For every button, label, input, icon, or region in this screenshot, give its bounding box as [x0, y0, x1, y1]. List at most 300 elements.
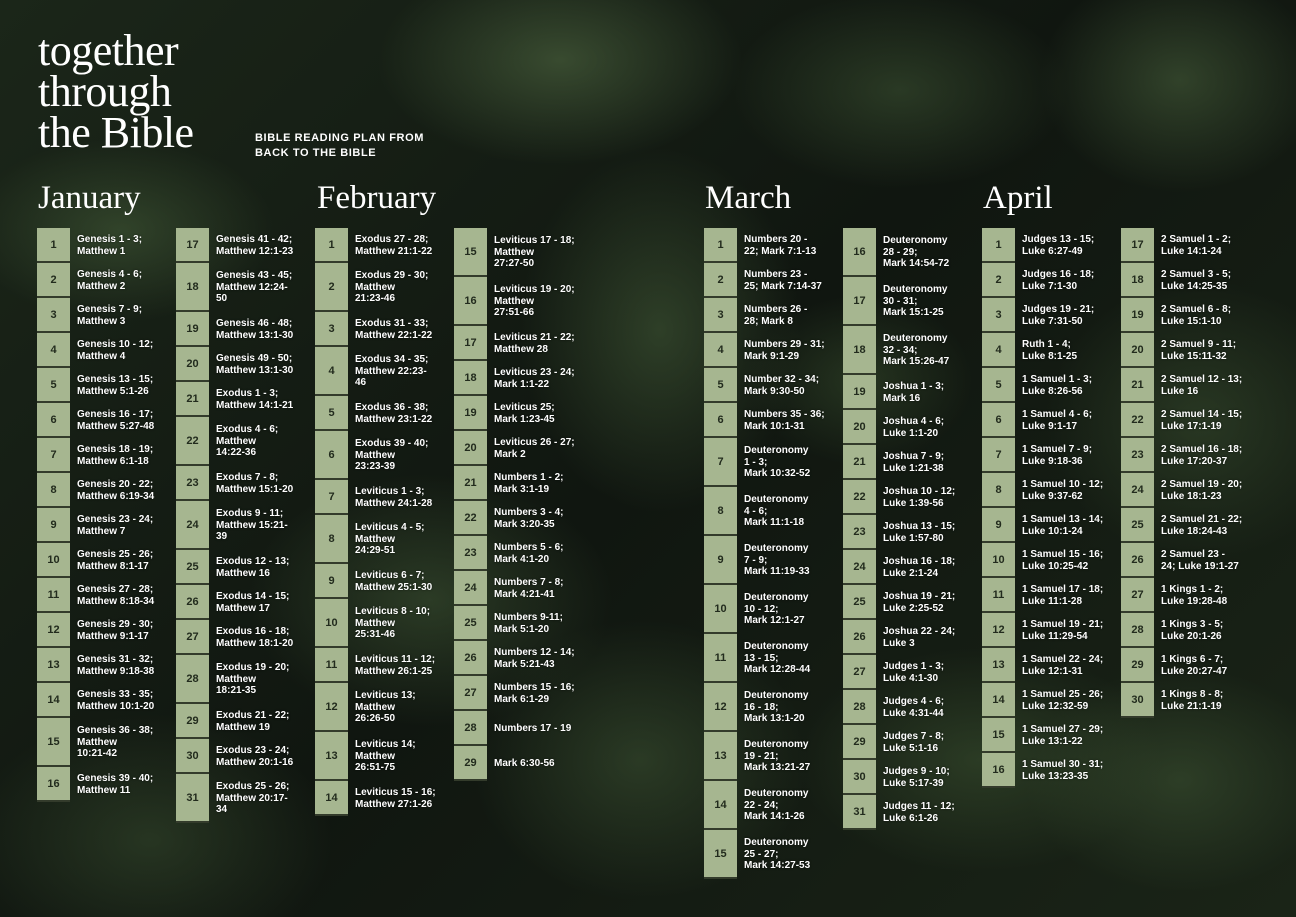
reading-text: Numbers 7 - 8; Mark 4:21-41: [494, 577, 564, 600]
day-number: 22: [176, 417, 209, 466]
day-number: 24: [176, 501, 209, 550]
day-number: 12: [37, 613, 70, 648]
day-number: 16: [454, 277, 487, 326]
reading-text: 1 Samuel 25 - 26; Luke 12:32-59: [1022, 689, 1104, 712]
reading-text: Exodus 19 - 20; Matthew 18:21-35: [216, 662, 290, 697]
reading-text: Genesis 43 - 45; Matthew 12:24- 50: [216, 270, 293, 305]
day-number: 10: [982, 543, 1015, 578]
reading-row: [176, 585, 302, 620]
reading-row: [982, 333, 1108, 368]
day-number: 14: [704, 781, 737, 830]
day-number: 28: [454, 711, 487, 746]
reading-text: Genesis 1 - 3; Matthew 1: [77, 234, 143, 257]
day-number: 31: [843, 795, 876, 830]
day-number: 26: [1121, 543, 1154, 578]
day-number: 3: [315, 312, 348, 347]
day-column: [454, 228, 580, 781]
day-column: [315, 228, 441, 816]
day-number: 9: [704, 536, 737, 585]
day-number: 16: [982, 753, 1015, 788]
reading-row: [704, 487, 830, 536]
reading-row: [1121, 543, 1247, 578]
reading-text: Numbers 35 - 36; Mark 10:1-31: [744, 409, 825, 432]
reading-row: [37, 508, 163, 543]
reading-row: [843, 795, 969, 830]
day-number: 2: [37, 263, 70, 298]
reading-text: Genesis 20 - 22; Matthew 6:19-34: [77, 479, 155, 502]
reading-text: Exodus 27 - 28; Matthew 21:1-22: [355, 234, 433, 257]
day-number: 5: [704, 368, 737, 403]
day-number: 22: [843, 480, 876, 515]
reading-row: [176, 501, 302, 550]
reading-text: 1 Samuel 4 - 6; Luke 9:1-17: [1022, 409, 1093, 432]
reading-row: [982, 508, 1108, 543]
reading-row: [1121, 263, 1247, 298]
reading-row: [37, 683, 163, 718]
day-number: 20: [176, 347, 209, 382]
reading-row: [454, 466, 580, 501]
reading-text: 1 Kings 1 - 2; Luke 19:28-48: [1161, 584, 1228, 607]
day-column: [843, 228, 969, 830]
reading-text: Leviticus 8 - 10; Matthew 25:31-46: [355, 606, 431, 641]
reading-row: [37, 263, 163, 298]
day-number: 25: [454, 606, 487, 641]
reading-text: Joshua 1 - 3; Mark 16: [883, 381, 945, 404]
reading-row: [704, 438, 830, 487]
reading-row: [843, 515, 969, 550]
reading-text: Exodus 12 - 13; Matthew 16: [216, 556, 290, 579]
reading-text: Leviticus 17 - 18; Matthew 27:27-50: [494, 235, 575, 270]
day-number: 26: [843, 620, 876, 655]
day-number: 14: [315, 781, 348, 816]
day-number: 28: [843, 690, 876, 725]
day-number: 1: [37, 228, 70, 263]
day-number: 25: [176, 550, 209, 585]
reading-row: [454, 326, 580, 361]
reading-text: Exodus 29 - 30; Matthew 21:23-46: [355, 270, 429, 305]
reading-row: [37, 228, 163, 263]
reading-text: Numbers 12 - 14; Mark 5:21-43: [494, 647, 575, 670]
day-number: 29: [843, 725, 876, 760]
reading-row: [454, 431, 580, 466]
reading-text: Joshua 22 - 24; Luke 3: [883, 626, 956, 649]
reading-text: 1 Samuel 13 - 14; Luke 10:1-24: [1022, 514, 1104, 537]
reading-row: [843, 760, 969, 795]
day-number: 5: [982, 368, 1015, 403]
day-number: 29: [176, 704, 209, 739]
day-number: 1: [315, 228, 348, 263]
reading-text: Joshua 4 - 6; Luke 1:1-20: [883, 416, 945, 439]
reading-row: [843, 655, 969, 690]
reading-text: 1 Samuel 15 - 16; Luke 10:25-42: [1022, 549, 1104, 572]
reading-text: Exodus 34 - 35; Matthew 22:23- 46: [355, 354, 429, 389]
day-number: 11: [315, 648, 348, 683]
reading-text: Numbers 29 - 31; Mark 9:1-29: [744, 339, 825, 362]
reading-row: [315, 228, 441, 263]
reading-row: [176, 466, 302, 501]
day-number: 3: [37, 298, 70, 333]
day-number: 17: [176, 228, 209, 263]
day-number: 15: [454, 228, 487, 277]
day-number: 21: [1121, 368, 1154, 403]
reading-row: [176, 312, 302, 347]
reading-row: [37, 333, 163, 368]
reading-row: [1121, 473, 1247, 508]
reading-text: Genesis 31 - 32; Matthew 9:18-38: [77, 654, 155, 677]
reading-row: [37, 578, 163, 613]
reading-row: [704, 403, 830, 438]
reading-row: [982, 228, 1108, 263]
day-number: 17: [1121, 228, 1154, 263]
reading-row: [315, 599, 441, 648]
reading-row: [982, 298, 1108, 333]
reading-row: [315, 396, 441, 431]
reading-row: [176, 382, 302, 417]
day-number: 23: [176, 466, 209, 501]
reading-text: Joshua 16 - 18; Luke 2:1-24: [883, 556, 956, 579]
reading-text: Joshua 13 - 15; Luke 1:57-80: [883, 521, 956, 544]
day-number: 28: [1121, 613, 1154, 648]
reading-text: Mark 6:30-56: [494, 757, 555, 769]
reading-text: Exodus 39 - 40; Matthew 23:23-39: [355, 438, 429, 473]
reading-row: [1121, 298, 1247, 333]
day-column: [982, 228, 1108, 788]
reading-row: [982, 368, 1108, 403]
reading-text: Numbers 1 - 2; Mark 3:1-19: [494, 472, 564, 495]
month-title-april: April: [983, 180, 1053, 216]
reading-row: [1121, 333, 1247, 368]
day-column: [176, 228, 302, 823]
reading-row: [704, 634, 830, 683]
day-number: 1: [982, 228, 1015, 263]
day-number: 2: [315, 263, 348, 312]
day-number: 3: [982, 298, 1015, 333]
reading-row: [176, 774, 302, 823]
reading-text: Judges 16 - 18; Luke 7:1-30: [1022, 269, 1095, 292]
reading-text: 1 Samuel 17 - 18; Luke 11:1-28: [1022, 584, 1104, 607]
reading-row: [1121, 508, 1247, 543]
reading-row: [176, 620, 302, 655]
reading-row: [454, 501, 580, 536]
reading-text: Numbers 3 - 4; Mark 3:20-35: [494, 507, 564, 530]
reading-row: [843, 445, 969, 480]
reading-row: [843, 277, 969, 326]
reading-row: [454, 746, 580, 781]
reading-text: Exodus 9 - 11; Matthew 15:21- 39: [216, 508, 288, 543]
day-number: 24: [1121, 473, 1154, 508]
reading-row: [1121, 368, 1247, 403]
reading-text: 2 Samuel 14 - 15; Luke 17:1-19: [1161, 409, 1243, 432]
subtitle-line: BACK TO THE BIBLE: [255, 147, 377, 159]
reading-text: 2 Samuel 21 - 22; Luke 18:24-43: [1161, 514, 1243, 537]
reading-row: [37, 403, 163, 438]
reading-text: Leviticus 15 - 16; Matthew 27:1-26: [355, 787, 436, 810]
reading-row: [37, 543, 163, 578]
day-number: 14: [982, 683, 1015, 718]
reading-text: Deuteronomy 22 - 24; Mark 14:1-26: [744, 788, 809, 823]
reading-text: 1 Samuel 30 - 31; Luke 13:23-35: [1022, 759, 1104, 782]
reading-text: 1 Kings 8 - 8; Luke 21:1-19: [1161, 689, 1224, 712]
day-number: 13: [315, 732, 348, 781]
reading-text: Deuteronomy 19 - 21; Mark 13:21-27: [744, 739, 811, 774]
reading-row: [843, 550, 969, 585]
reading-row: [843, 480, 969, 515]
day-number: 11: [982, 578, 1015, 613]
day-number: 30: [176, 739, 209, 774]
day-number: 7: [982, 438, 1015, 473]
reading-row: [176, 655, 302, 704]
day-number: 22: [454, 501, 487, 536]
reading-row: [176, 417, 302, 466]
day-number: 8: [315, 515, 348, 564]
reading-row: [176, 228, 302, 263]
reading-text: Deuteronomy 32 - 34; Mark 15:26-47: [883, 333, 950, 368]
day-number: 9: [982, 508, 1015, 543]
reading-text: 2 Samuel 6 - 8; Luke 15:1-10: [1161, 304, 1232, 327]
day-number: 14: [37, 683, 70, 718]
day-number: 10: [315, 599, 348, 648]
reading-row: [37, 368, 163, 403]
reading-text: Deuteronomy 4 - 6; Mark 11:1-18: [744, 494, 809, 529]
reading-row: [704, 683, 830, 732]
reading-text: Deuteronomy 1 - 3; Mark 10:32-52: [744, 445, 811, 480]
reading-row: [454, 641, 580, 676]
reading-text: Numbers 17 - 19: [494, 722, 572, 734]
day-number: 12: [982, 613, 1015, 648]
reading-text: Leviticus 23 - 24; Mark 1:1-22: [494, 367, 575, 390]
day-number: 8: [704, 487, 737, 536]
reading-row: [982, 683, 1108, 718]
day-number: 8: [37, 473, 70, 508]
reading-row: [454, 606, 580, 641]
reading-text: Judges 11 - 12; Luke 6:1-26: [883, 801, 955, 824]
day-number: 25: [1121, 508, 1154, 543]
reading-text: Leviticus 25; Mark 1:23-45: [494, 402, 555, 425]
reading-row: [843, 375, 969, 410]
day-number: 6: [704, 403, 737, 438]
reading-row: [176, 347, 302, 382]
reading-row: [315, 480, 441, 515]
reading-text: Genesis 10 - 12; Matthew 4: [77, 339, 154, 362]
reading-text: Deuteronomy 7 - 9; Mark 11:19-33: [744, 543, 810, 578]
reading-text: Genesis 29 - 30; Matthew 9:1-17: [77, 619, 154, 642]
reading-text: Judges 9 - 10; Luke 5:17-39: [883, 766, 950, 789]
reading-text: 1 Kings 6 - 7; Luke 20:27-47: [1161, 654, 1228, 677]
reading-row: [37, 767, 163, 802]
reading-row: [37, 298, 163, 333]
day-number: 6: [37, 403, 70, 438]
reading-text: 1 Kings 3 - 5; Luke 20:1-26: [1161, 619, 1224, 642]
day-number: 8: [982, 473, 1015, 508]
subtitle-line: BIBLE READING PLAN FROM: [255, 132, 425, 144]
day-number: 17: [454, 326, 487, 361]
reading-text: Genesis 7 - 9; Matthew 3: [77, 304, 143, 327]
reading-row: [176, 550, 302, 585]
day-number: 25: [843, 585, 876, 620]
day-column: [1121, 228, 1247, 718]
day-number: 19: [1121, 298, 1154, 333]
day-number: 3: [704, 298, 737, 333]
reading-row: [1121, 578, 1247, 613]
logo-line: through: [38, 67, 172, 116]
reading-row: [704, 228, 830, 263]
reading-text: 1 Samuel 10 - 12; Luke 9:37-62: [1022, 479, 1104, 502]
reading-row: [982, 263, 1108, 298]
day-number: 26: [454, 641, 487, 676]
day-number: 21: [843, 445, 876, 480]
day-number: 27: [1121, 578, 1154, 613]
day-number: 21: [454, 466, 487, 501]
subtitle: [255, 131, 424, 161]
reading-text: Exodus 31 - 33; Matthew 22:1-22: [355, 318, 433, 341]
day-number: 24: [843, 550, 876, 585]
reading-text: Numbers 9-11; Mark 5:1-20: [494, 612, 563, 635]
day-column: [704, 228, 830, 879]
day-number: 17: [843, 277, 876, 326]
reading-row: [37, 438, 163, 473]
reading-row: [843, 410, 969, 445]
reading-text: Genesis 36 - 38; Matthew 10:21-42: [77, 725, 154, 760]
reading-row: [37, 648, 163, 683]
day-number: 18: [1121, 263, 1154, 298]
day-number: 4: [982, 333, 1015, 368]
day-number: 20: [843, 410, 876, 445]
day-number: 20: [454, 431, 487, 466]
reading-row: [315, 564, 441, 599]
reading-text: Exodus 4 - 6; Matthew 14:22-36: [216, 424, 279, 459]
reading-row: [37, 473, 163, 508]
reading-row: [704, 333, 830, 368]
day-number: 30: [843, 760, 876, 795]
reading-row: [982, 543, 1108, 578]
day-number: 1: [704, 228, 737, 263]
reading-row: [315, 732, 441, 781]
reading-text: Numbers 26 - 28; Mark 8: [744, 304, 808, 327]
day-number: 13: [37, 648, 70, 683]
reading-text: 2 Samuel 3 - 5; Luke 14:25-35: [1161, 269, 1232, 292]
day-number: 12: [704, 683, 737, 732]
day-number: 18: [454, 361, 487, 396]
reading-row: [704, 585, 830, 634]
reading-text: 1 Samuel 22 - 24; Luke 12:1-31: [1022, 654, 1104, 677]
reading-text: Leviticus 11 - 12; Matthew 26:1-25: [355, 654, 436, 677]
reading-text: 2 Samuel 23 - 24; Luke 19:1-27: [1161, 549, 1239, 572]
logo-line: together: [38, 26, 179, 75]
reading-row: [454, 571, 580, 606]
day-number: 11: [37, 578, 70, 613]
reading-text: Genesis 46 - 48; Matthew 13:1-30: [216, 318, 294, 341]
day-number: 9: [37, 508, 70, 543]
day-number: 31: [176, 774, 209, 823]
reading-text: Numbers 15 - 16; Mark 6:1-29: [494, 682, 575, 705]
reading-row: [454, 228, 580, 277]
day-number: 23: [843, 515, 876, 550]
reading-text: Genesis 39 - 40; Matthew 11: [77, 773, 154, 796]
day-number: 6: [315, 431, 348, 480]
reading-text: Judges 19 - 21; Luke 7:31-50: [1022, 304, 1095, 327]
day-number: 2: [704, 263, 737, 298]
day-number: 18: [176, 263, 209, 312]
day-number: 18: [843, 326, 876, 375]
reading-text: Leviticus 1 - 3; Matthew 24:1-28: [355, 486, 433, 509]
reading-row: [982, 753, 1108, 788]
reading-text: 2 Samuel 16 - 18; Luke 17:20-37: [1161, 444, 1243, 467]
day-number: 23: [1121, 438, 1154, 473]
reading-row: [843, 228, 969, 277]
month-title-february: February: [317, 180, 437, 216]
reading-text: Exodus 1 - 3; Matthew 14:1-21: [216, 388, 294, 411]
reading-text: Judges 13 - 15; Luke 6:27-49: [1022, 234, 1095, 257]
reading-row: [704, 298, 830, 333]
day-number: 2: [982, 263, 1015, 298]
reading-row: [454, 277, 580, 326]
reading-text: Joshua 19 - 21; Luke 2:25-52: [883, 591, 956, 614]
reading-text: Genesis 49 - 50; Matthew 13:1-30: [216, 353, 294, 376]
reading-row: [454, 676, 580, 711]
day-number: 15: [982, 718, 1015, 753]
reading-row: [982, 473, 1108, 508]
day-number: 28: [176, 655, 209, 704]
day-number: 19: [454, 396, 487, 431]
reading-row: [843, 326, 969, 375]
day-number: 15: [37, 718, 70, 767]
reading-row: [315, 347, 441, 396]
reading-text: Joshua 7 - 9; Luke 1:21-38: [883, 451, 945, 474]
reading-row: [315, 683, 441, 732]
reading-text: Numbers 23 - 25; Mark 7:14-37: [744, 269, 822, 292]
reading-text: Leviticus 13; Matthew 26:26-50: [355, 690, 416, 725]
reading-text: Exodus 7 - 8; Matthew 15:1-20: [216, 472, 294, 495]
reading-text: Ruth 1 - 4; Luke 8:1-25: [1022, 339, 1078, 362]
reading-row: [315, 648, 441, 683]
reading-text: Genesis 27 - 28; Matthew 8:18-34: [77, 584, 155, 607]
reading-row: [1121, 683, 1247, 718]
day-number: 10: [704, 585, 737, 634]
reading-text: Judges 4 - 6; Luke 4:31-44: [883, 696, 945, 719]
reading-text: Exodus 36 - 38; Matthew 23:1-22: [355, 402, 433, 425]
day-number: 4: [704, 333, 737, 368]
day-number: 13: [704, 732, 737, 781]
reading-text: Leviticus 14; Matthew 26:51-75: [355, 739, 416, 774]
day-number: 5: [315, 396, 348, 431]
reading-text: Deuteronomy 16 - 18; Mark 13:1-20: [744, 690, 809, 725]
reading-row: [704, 830, 830, 879]
reading-row: [982, 578, 1108, 613]
reading-text: 2 Samuel 19 - 20; Luke 18:1-23: [1161, 479, 1243, 502]
day-number: 7: [37, 438, 70, 473]
reading-text: Genesis 4 - 6; Matthew 2: [77, 269, 143, 292]
reading-text: Joshua 10 - 12; Luke 1:39-56: [883, 486, 956, 509]
reading-text: Leviticus 6 - 7; Matthew 25:1-30: [355, 570, 433, 593]
day-number: 29: [454, 746, 487, 781]
reading-row: [315, 263, 441, 312]
day-number: 15: [704, 830, 737, 879]
reading-text: Genesis 25 - 26; Matthew 8:1-17: [77, 549, 154, 572]
reading-text: Genesis 41 - 42; Matthew 12:1-23: [216, 234, 294, 257]
reading-text: Judges 7 - 8; Luke 5:1-16: [883, 731, 945, 754]
reading-row: [37, 613, 163, 648]
day-number: 4: [37, 333, 70, 368]
reading-text: 1 Samuel 1 - 3; Luke 8:26-56: [1022, 374, 1093, 397]
reading-row: [982, 613, 1108, 648]
reading-row: [1121, 438, 1247, 473]
reading-text: 2 Samuel 9 - 11; Luke 15:11-32: [1161, 339, 1237, 362]
reading-text: Leviticus 21 - 22; Matthew 28: [494, 332, 575, 355]
day-column: [37, 228, 163, 802]
reading-row: [1121, 648, 1247, 683]
reading-text: Exodus 16 - 18; Matthew 18:1-20: [216, 626, 294, 649]
reading-row: [843, 620, 969, 655]
